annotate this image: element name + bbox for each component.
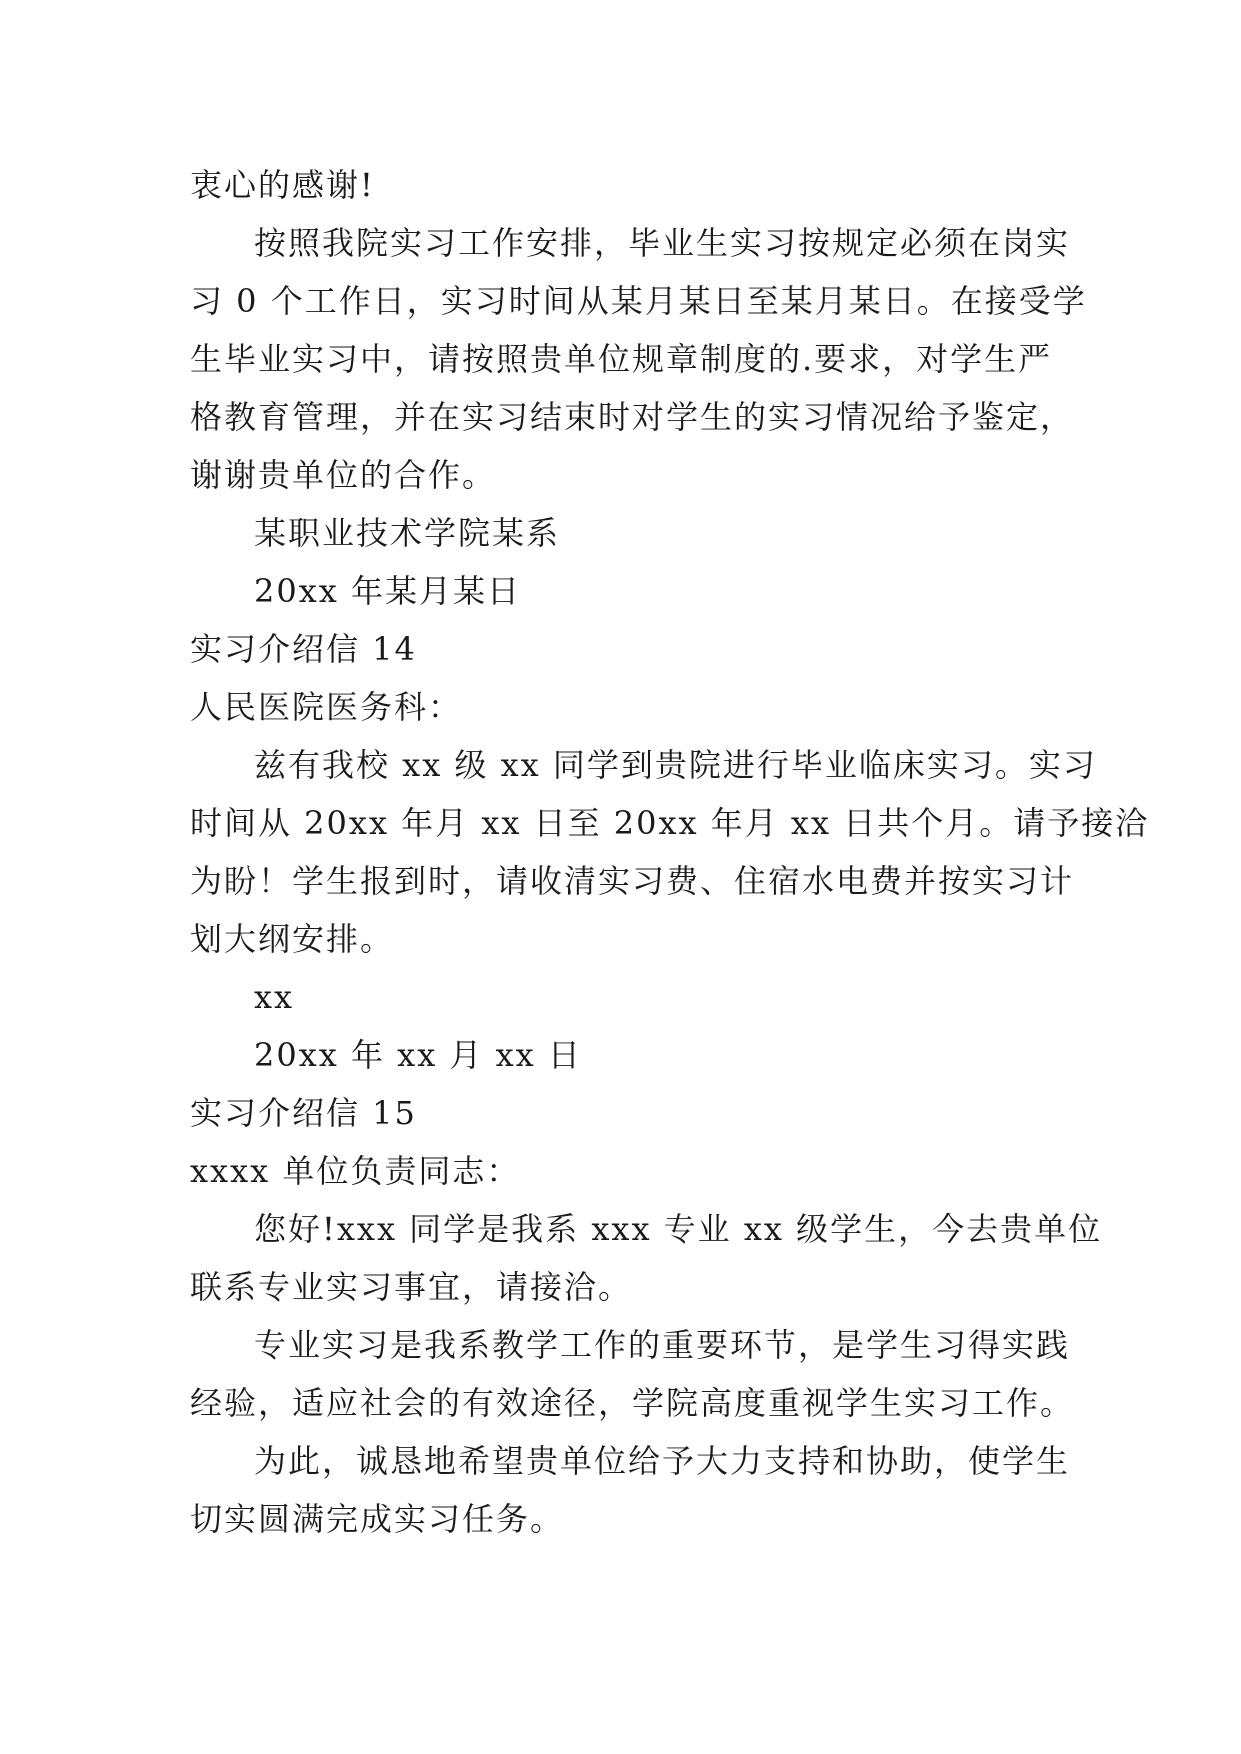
section-heading: 实习介绍信 14	[190, 630, 417, 668]
text-line: 为盼！学生报到时，请收清实习费、住宿水电费并按实习计	[190, 862, 1075, 900]
salutation-line: xxxx 单位负责同志：	[190, 1152, 521, 1190]
signature-line: xx	[254, 978, 295, 1016]
signature-line: 某职业技术学院某系	[254, 514, 561, 552]
text-line: 衷心的感谢!	[190, 166, 375, 204]
text-line: 时间从 20xx 年月 xx 日至 20xx 年月 xx 日共个月。请予接洽	[190, 804, 1150, 842]
text-line: 兹有我校 xx 级 xx 同学到贵院进行毕业临床实习。实习	[254, 746, 1097, 784]
salutation-line: 人民医院医务科：	[190, 688, 463, 726]
text-line: 切实圆满完成实习任务。	[190, 1500, 565, 1538]
text-line: 为此，诚恳地希望贵单位给予大力支持和协助，使学生	[254, 1442, 1071, 1480]
text-line: 格教育管理，并在实习结束时对学生的实习情况给予鉴定，	[190, 398, 1075, 436]
text-line: 习 0 个工作日，实习时间从某月某日至某月某日。在接受学	[190, 282, 1087, 320]
text-line: 按照我院实习工作安排，毕业生实习按规定必须在岗实	[254, 224, 1071, 262]
date-line: 20xx 年某月某日	[254, 572, 521, 610]
text-line: 谢谢贵单位的合作。	[190, 456, 497, 494]
text-line: 联系专业实习事宜，请接洽。	[190, 1268, 633, 1306]
text-line: 生毕业实习中，请按照贵单位规章制度的.要求，对学生严	[190, 340, 1053, 378]
text-line: 经验，适应社会的有效途径，学院高度重视学生实习工作。	[190, 1384, 1075, 1422]
document-body	[190, 156, 1150, 1548]
text-line: 划大纲安排。	[190, 920, 395, 958]
text-line: 您好!xxx 同学是我系 xxx 专业 xx 级学生，今去贵单位	[254, 1210, 1103, 1248]
date-line: 20xx 年 xx 月 xx 日	[254, 1036, 582, 1074]
section-heading: 实习介绍信 15	[190, 1094, 417, 1132]
text-line: 专业实习是我系教学工作的重要环节，是学生习得实践	[254, 1326, 1071, 1364]
